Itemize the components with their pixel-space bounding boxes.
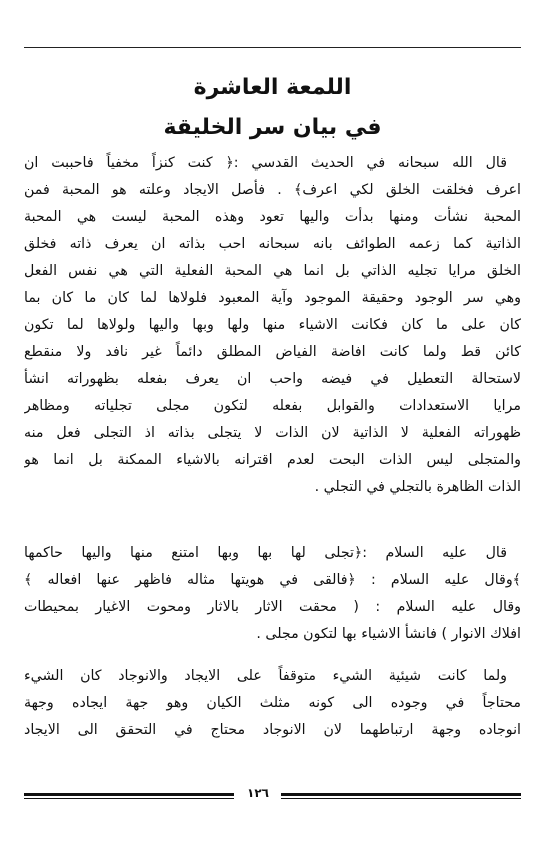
text-line: قال عليه السلام :﴿تجلى لها بها وبها امتنع منها واليها حاكمها (24, 545, 507, 561)
text-line: كائن قط ولما كانت افاضة الفياض المطلق دائماً غير نافد ولا منقطع (24, 344, 521, 360)
text-line: ظهوراته الفعلية لا الذاتية لان الذات لا يتجلى بذاته اذ التجلى فعل منه (24, 425, 521, 441)
text-line: انوجاده وجهة ارتباطهما لان الانوجاد محتاج في التحقق الى الايجاد (24, 722, 521, 738)
paragraph-3 (24, 663, 521, 744)
text-line: مرايا الاستعدادات والقوابل بفعله لتكون مجلى تجلياته ومظاهر (24, 398, 521, 414)
text-line: اعرف فخلقت الخلق لكي اعرف﴾ . فأصل الايجاد وعلته هو المحبة فمن (24, 182, 521, 198)
text-line: والمتجلى ليس الذات البحت لعدم اقترانه بالاشياء الممكنة بل انما هو (24, 452, 521, 468)
page-number: ١٢٦ (247, 786, 269, 800)
paragraph-2 (24, 540, 521, 648)
chapter-subtitle: في بيان سر الخليقة (163, 115, 382, 140)
text-line: ﴾وقال عليه السلام : ﴿فالقى في هويتها مثاله فاظهر عنها افعاله ﴾ (24, 572, 521, 588)
text-line: محتاجاً في وجوده الى كونه مثلث الكيان وهو جهة ايجاده وجهة (24, 695, 521, 711)
text-line: المحبة نشأت ومنها بدأت واليها تعود وهذه المحبة ليست هي المحبة (24, 209, 521, 225)
footer-rule-left (24, 793, 234, 796)
text-line: كان على ما كان فكانت الاشياء منها ولها وبها واليها ولولاها لما تكون (24, 317, 521, 333)
footer-rule-right (281, 793, 521, 796)
text-line: الذات الظاهرة بالتجلي في التجلي . (314, 479, 521, 495)
text-line: الخلق مرايا تجليه الذاتي بل انما هي المحبة الفعلية التي هي نفس الفعل (24, 263, 521, 279)
text-line: وقال عليه السلام : ( محقت الاثار بالاثار ومحوت الاغيار بمحيطات (24, 599, 521, 615)
paragraph-1 (24, 150, 521, 501)
top-rule (24, 47, 521, 48)
text-line: الذاتية كما زعمه الطوائف بانه سبحانه احب بذاته ان يعرف ذاته فخلق (24, 236, 521, 252)
text-line: ولما كانت شيئية الشيء متوقفاً على الايجاد والانوجاد كان الشيء (24, 668, 507, 684)
page-footer (24, 788, 521, 802)
text-line: لاستحالة التعطيل في فيضه واحب ان يعرف بفعله بظهوراته انشأ (24, 371, 521, 387)
text-line: وهي سر الوجود وحقيقة الموجود وآية المعبود فلولاها لما كان ما كان بما (24, 290, 521, 306)
chapter-title: اللمعة العاشرة (193, 75, 352, 100)
text-line: قال الله سبحانه في الحديث القدسي :﴿ كنت كنزاً مخفياً فاحببت ان (24, 155, 507, 171)
text-line: افلاك الانوار ) فانشأ الاشياء بها لتكون مجلى . (256, 626, 521, 642)
